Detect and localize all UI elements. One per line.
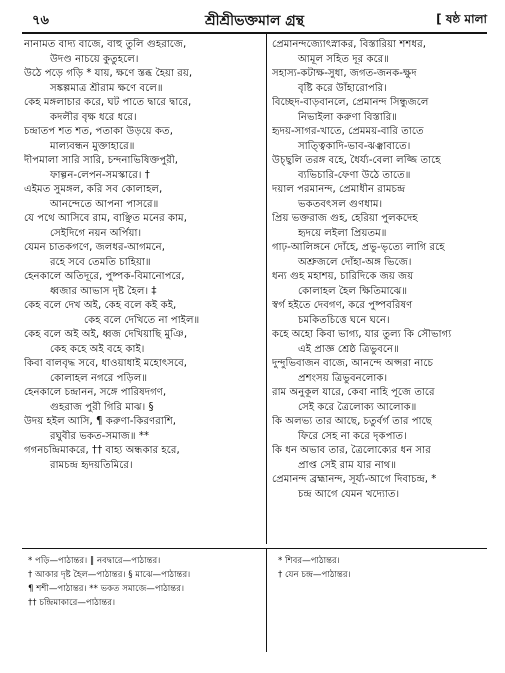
verse-line: বৃষ্টি করে উাঁহারোপরি।	[298, 82, 387, 94]
footnotes-left	[28, 554, 264, 610]
verse-line: প্রেমানন্দ ব্রহ্মানন্দ, সূর্য্য-আগে দিবাচন্দ্র, *	[272, 474, 437, 485]
verse-line: সাত্ত্বিকাদি-ভাব-ঝঞ্ঝাবাতে।	[298, 140, 411, 152]
verse-line: ধন্য গুহ মহাশয়, চারিদিকে জয় জয়	[272, 271, 414, 282]
verse-line: সহাস্য-কটাক্ষ-সুধা, জগত-জনক-ক্ষুদ	[272, 68, 417, 79]
verse-line: গুহরাজ পুরী গিরি মাঝ। §	[50, 401, 154, 413]
verse-line: কি ধন অভাব তার, ত্রৈলোক্যের ধন সার	[272, 445, 431, 456]
footnote: * শিবর—পাঠান্তর।	[278, 556, 340, 566]
verse-line: প্রিয় ভক্তরাজ গুহ, হেরিয়া পুলকদেহ	[272, 213, 418, 224]
verse-line: রহে সবে তেমতি চাহিয়া॥	[50, 256, 151, 268]
footnote: ¶ শশী—পাঠান্তর। ** ভকত সমাজে—পাঠান্তর।	[28, 584, 185, 594]
page-number: ৭৬	[32, 13, 49, 28]
verse-line: রঘুবীর ভকত-সমাজ॥ **	[50, 430, 150, 442]
verse-line: প্রাপ্ত সেই রাম যার নাথ॥	[298, 459, 397, 471]
verse-line: ফিরে সেহ না করে দৃকপাত।	[298, 430, 407, 442]
footnote: * পড়ি—পাঠান্তর। ‖ নবদ্বারে—পাঠান্তর।	[28, 556, 161, 566]
verse-line: হৃদয়-সাগর-খাতে, প্রেমময়-বারি তাতে	[272, 126, 424, 137]
verse-line: আনন্দেতে আপনা পাসরে॥	[50, 198, 159, 210]
verse-line: অশ্রুজলে দোঁহা-অঙ্গ ভিজে।	[298, 256, 412, 268]
verse-line: সেইদিগে নয়ন অর্পিয়া।	[50, 227, 142, 239]
footnotes-right	[278, 554, 488, 582]
verse-line: চমকিতচিত্তে ঘনে ঘনে।	[298, 314, 390, 326]
verse-line: চন্দ্রাতপ শত শত, পতাকা উড়য়ে কত,	[24, 126, 173, 137]
verse-line: ভকতবৎসল গুণধাম।	[298, 198, 383, 210]
verse-line: যে পথে আসিবে রাম, বাঞ্ছিত মনের কাম,	[24, 213, 187, 224]
footnote-divider	[266, 548, 267, 652]
verse-line: কেহ কহে অই বহে কাই।	[50, 343, 145, 355]
verse-line: দীপমালা সারি সারি, চন্দনাভিষিক্তপুরী,	[24, 155, 179, 166]
verse-line: হৃদয়ে লইলা প্রিয়তম॥	[298, 227, 387, 239]
header-rule	[22, 32, 487, 34]
verse-line: ফাল্গন-লেপন-সমস্কারে। †	[50, 169, 150, 181]
verse-line: ধ্বজার আভাস দৃষ্ট হৈল। ‡	[50, 285, 157, 297]
footnote: † যেন চন্দ্র—পাঠান্তর।	[278, 570, 351, 580]
verse-line: কি অলভ্য তার আছে, চতুর্বর্গ তার পাছে	[272, 416, 432, 427]
verse-line: কেহ বলে দেখিতে না পাইল॥	[84, 314, 200, 326]
left-column	[24, 38, 260, 473]
verse-line: বিচ্ছেদ-বাড়বানলে, প্রেমানন্দ সিন্ধুজলে	[272, 97, 429, 108]
verse-line: নানামত বাদ্য বাজে, বাহু তুলি গুহরাজে,	[24, 39, 187, 50]
verse-line: দুন্দুভিবাজন বাজে, আনন্দে অপ্সরা নাচে	[272, 358, 433, 369]
verse-line: দয়াল পরমানন্দ, প্রেমাধীন রামচন্দ্র	[272, 184, 406, 195]
verse-line: যেমন চাতকগণে, জলধর-আগমনে,	[24, 242, 165, 253]
verse-line: কদলীর বৃক্ষ ধরে ধরে।	[50, 111, 137, 123]
verse-line: নিভাইলা করুণা বিস্তারি॥	[298, 111, 398, 123]
verse-line: আমূল সহিত দূর করে॥	[298, 53, 390, 65]
verse-line: রামচন্দ্র হৃদয়তিমিরে।	[50, 459, 133, 471]
page-header	[22, 8, 487, 30]
running-title: শ্রীশ্রীভক্তমাল গ্রন্থ	[204, 13, 305, 29]
verse-line: চন্দ্র আগে যেমন খদ্যোত।	[298, 488, 400, 500]
verse-line: কিবা বালবৃদ্ধ সবে, ধাওয়াধাই মহোৎসবে,	[24, 358, 188, 369]
verse-line: সেই করে ত্রৈলোক্য আলোক॥	[298, 401, 417, 413]
verse-line: সঙ্কল্পমাত্র শ্রীরাম ক্ষণে বলে॥	[50, 82, 163, 94]
verse-line: কোলাহল হৈল ক্ষিতিমাঝে॥	[298, 285, 408, 297]
section-label: [ ষষ্ঠ মালা	[436, 12, 487, 26]
verse-line: এই প্রাজ্ঞ শ্রেষ্ঠ ত্রিভুবনে॥	[298, 343, 399, 355]
verse-line: ব্যভিচারি-ফেণা উঠে তাতে॥	[298, 169, 411, 181]
verse-line: প্রশংসয় ত্রিভুবনলোক।	[298, 372, 388, 384]
verse-line: উদয় হইল আসি, ¶ করুণা-কিরণরাশি,	[24, 416, 177, 427]
verse-line: রাম অনুকূল যারে, কেবা নাহি পূজে তারে	[272, 387, 435, 398]
verse-line: উচ্ছ্বলি তরঙ্গ বহে, ধৈর্য্য-বেলা লজ্জি তাহে	[272, 155, 441, 166]
verse-line: গাঢ়-আলিঙ্গনে দোঁহে, প্রভু-ভৃত্যে লাগি রহে	[272, 242, 445, 253]
verse-line: কহে অহো কিবা ভাগ্য, যার তুল্য কি সৌভাগ্য	[272, 329, 452, 340]
verse-line: স্বর্গ হইতে দেবগণ, করে পুষ্পবরিষণ	[272, 300, 413, 311]
footnote: †† চন্দ্রিমাকারে—পাঠান্তর।	[28, 598, 116, 608]
verse-line: মাল্যবন্ধন মুক্তাহারে॥	[50, 140, 135, 152]
verse-line: হেনকালে অতিদূরে, পুষ্পক-বিমানোপরে,	[24, 271, 185, 282]
verse-line: প্রেমানন্দজ্যোৎস্নাকর, বিস্তারিয়া শশধর,	[272, 39, 426, 50]
verse-line: এইমত সুমঙ্গল, করি সব কোলাহল,	[24, 184, 163, 195]
right-column	[272, 38, 488, 502]
verse-line: হেনকালে চন্দ্রানন, সঙ্গে পারিষদগণ,	[24, 387, 167, 398]
verse-line: গগনচন্দ্রিমাকরে, †† বাহ্য অন্ধকার হরে,	[24, 445, 180, 456]
verse-line: উঠে পড়ে গড়ি * যায়, ক্ষণে স্তব্ধ হৈয়া রয়,	[24, 68, 193, 79]
verse-line: কেহ বলে দেখ অই, কেহ বলে কই কই,	[24, 300, 177, 311]
verse-line: কেহ বলে অই অই, ধ্বজ দেখিয়াছি মুঞি,	[24, 329, 188, 340]
verse-line: উদণ্ড নাচয়ে কুতুহলে।	[50, 53, 139, 65]
verse-line: কোলাহল নগরে পড়িল॥	[50, 372, 148, 384]
footnote-rule	[22, 548, 487, 549]
footnote: † আকার দৃষ্ট হৈল—পাঠান্তর। § মাঝে—পাঠান্তর।	[28, 570, 191, 580]
verse-line: কেহ মঙ্গলাচার করে, ঘট পাতে দ্বারে দ্বারে,	[24, 97, 192, 108]
column-divider	[266, 34, 267, 544]
